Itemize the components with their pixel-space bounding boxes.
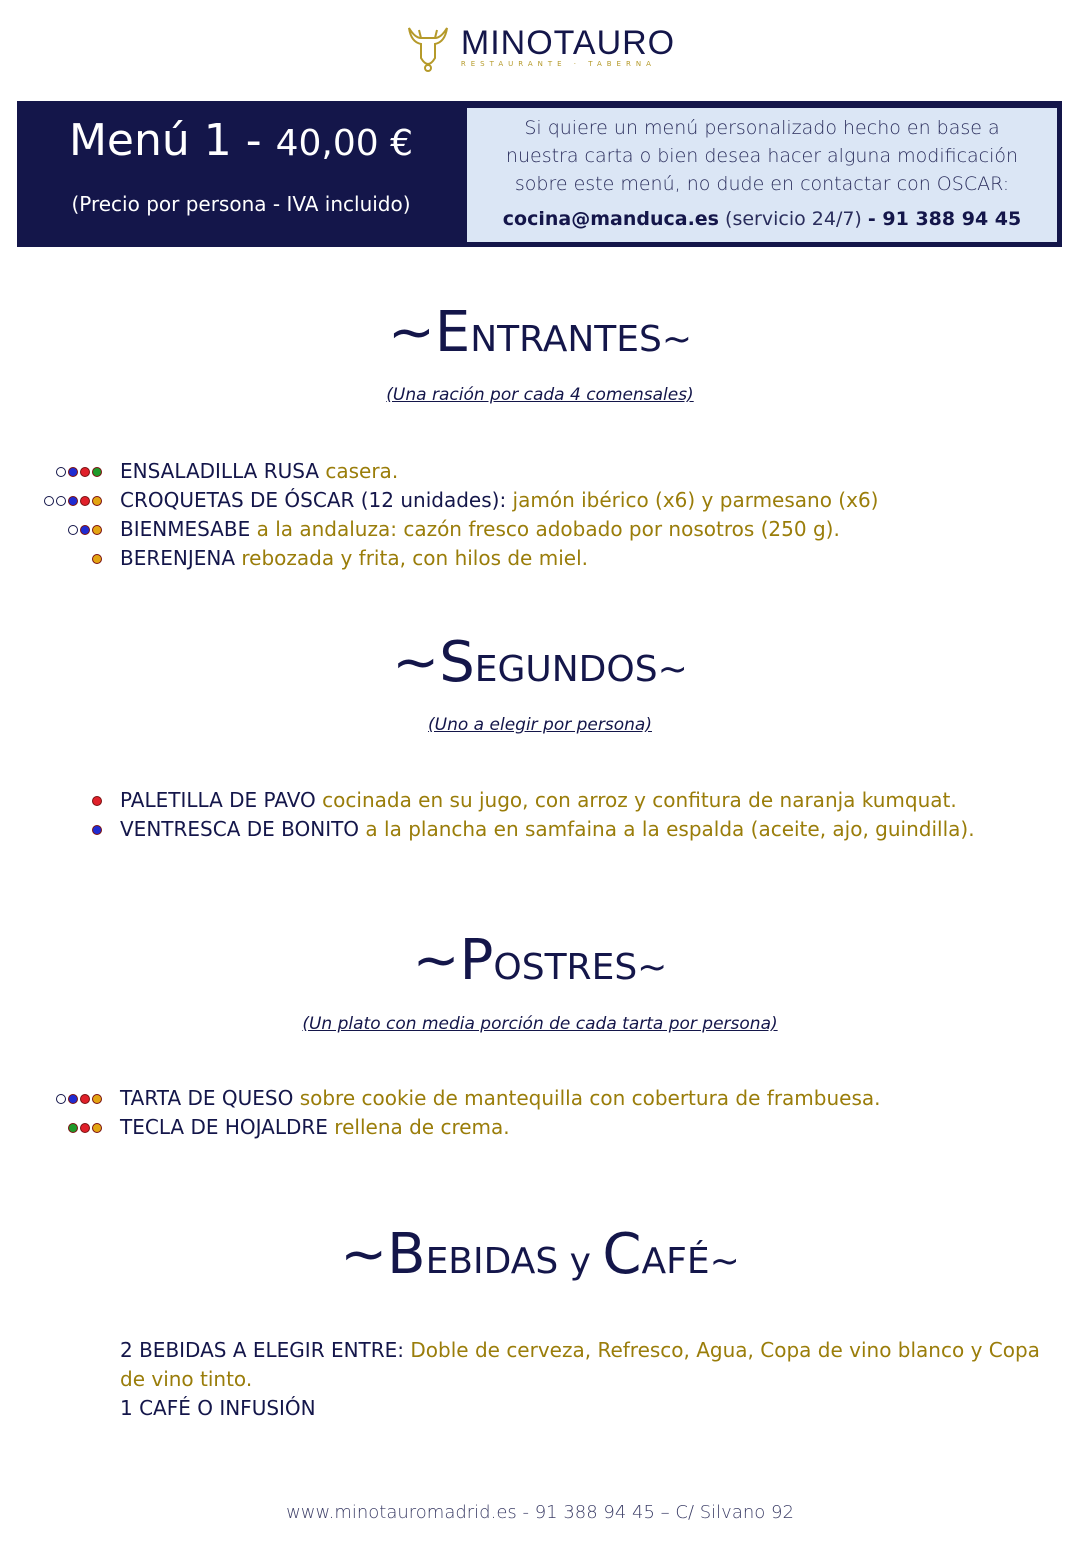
drinks-label: 2 BEBIDAS A ELEGIR ENTRE: — [120, 1338, 405, 1362]
menu-price: 40,00 € — [275, 123, 414, 164]
allergen-dot — [56, 1094, 66, 1104]
menu-item-desc: jamón ibérico (x6) y parmesano (x6) — [506, 488, 879, 512]
allergen-dot — [80, 467, 90, 477]
title-cap: ~B — [340, 1222, 426, 1287]
menu-item-name: BERENJENA — [120, 546, 236, 570]
title-rest: NTRANTES~ — [470, 319, 693, 360]
title-cap: ~P — [412, 928, 494, 993]
allergen-dot — [68, 467, 78, 477]
menu-item — [120, 486, 878, 515]
allergen-dot — [80, 1123, 90, 1133]
allergen-dot — [68, 525, 78, 535]
drinks-list: Doble de cerveza, Refresco, Agua, Copa de vino blanco y Copa de vino tinto. — [120, 1338, 1040, 1391]
menu-item-desc: sobre cookie de mantequilla con cobertura de frambuesa. — [293, 1086, 881, 1110]
menu-item — [120, 786, 957, 815]
menu-price-panel — [17, 101, 465, 247]
allergen-dot — [56, 496, 66, 506]
section-subtitle-entrantes: (Una ración por cada 4 comensales) — [386, 385, 694, 405]
allergen-dot — [92, 825, 102, 835]
menu-name: Menú 1 - — [68, 115, 262, 166]
section-title-postres — [0, 928, 1080, 993]
section-subtitle-postres: (Un plato con media porción de cada tarta por persona) — [302, 1014, 778, 1034]
allergen-dot — [80, 1094, 90, 1104]
allergen-dots — [92, 786, 102, 815]
price-note: (Precio por persona - IVA incluido) — [71, 192, 411, 216]
menu-item-desc: rellena de crema. — [327, 1115, 510, 1139]
note-line: nuestra carta o bien desea hacer alguna modificación — [505, 145, 1019, 167]
allergen-dots — [92, 544, 102, 573]
allergen-dot — [80, 496, 90, 506]
menu-item-desc: a la plancha en samfaina a la espalda (aceite, ajo, guindilla). — [359, 817, 975, 841]
title-cap: ~E — [387, 300, 471, 365]
drinks-block — [120, 1336, 1055, 1423]
allergen-dots — [56, 1084, 102, 1113]
title-rest: EBIDAS — [425, 1241, 559, 1282]
contact-line — [467, 204, 1057, 234]
section-title-entrantes — [0, 300, 1080, 365]
menu-item-name: PALETILLA DE PAVO — [120, 788, 316, 812]
menu-item-name: VENTRESCA DE BONITO — [120, 817, 360, 841]
allergen-dot — [68, 496, 78, 506]
menu-item-name: CROQUETAS DE ÓSCAR (12 unidades): — [120, 488, 507, 512]
allergen-dot — [68, 1123, 78, 1133]
menu-item — [120, 457, 398, 486]
menu-item-desc: a la andaluza: cazón fresco adobado por nosotros (250 g). — [250, 517, 840, 541]
allergen-dot — [92, 1123, 102, 1133]
section-title-segundos — [0, 630, 1080, 695]
title-rest: OSTRES~ — [493, 947, 668, 988]
allergen-dot — [68, 1094, 78, 1104]
logo-name: MINOTAURO — [460, 24, 676, 62]
menu-item-desc: rebozada y frita, con hilos de miel. — [235, 546, 588, 570]
menu-item-name: TARTA DE QUESO — [120, 1086, 294, 1110]
menu-item — [120, 815, 975, 844]
menu-item-desc: cocinada en su jugo, con arroz y confitura de naranja kumquat. — [315, 788, 957, 812]
contact-phone[interactable]: - 91 388 94 45 — [867, 208, 1022, 230]
allergen-dots — [92, 815, 102, 844]
allergen-dot — [80, 525, 90, 535]
coffee-line: 1 CAFÉ O INFUSIÓN — [120, 1396, 316, 1420]
note-line: sobre este menú, no dude en contactar con OSCAR: — [514, 173, 1010, 195]
allergen-dot — [92, 796, 102, 806]
menu-item-desc: casera. — [319, 459, 399, 483]
allergen-dots — [68, 515, 102, 544]
footer: www.minotauromadrid.es - 91 388 94 45 – C/ Silvano 92 — [286, 1502, 794, 1523]
allergen-dot — [44, 496, 54, 506]
allergen-dot — [56, 467, 66, 477]
allergen-dots — [56, 457, 102, 486]
title-rest: AFÉ~ — [641, 1241, 740, 1282]
drinks-choice — [120, 1336, 1055, 1394]
title-rest: EGUNDOS~ — [474, 649, 688, 690]
allergen-dots — [44, 486, 102, 515]
allergen-dot — [92, 554, 102, 564]
allergen-dot — [92, 525, 102, 535]
title-cap: C — [602, 1222, 642, 1287]
menu-title — [17, 111, 465, 174]
service-hours: (servicio 24/7) — [719, 208, 868, 230]
bull-head-icon — [405, 24, 451, 74]
title-conjunction: y — [558, 1241, 603, 1282]
section-subtitle-segundos: (Uno a elegir por persona) — [428, 715, 652, 735]
menu-item — [120, 1113, 510, 1142]
title-cap: ~S — [392, 630, 475, 695]
allergen-dot — [92, 496, 102, 506]
menu-header — [17, 101, 1062, 247]
contact-panel — [467, 108, 1057, 242]
custom-menu-note — [467, 114, 1057, 198]
allergen-dot — [92, 467, 102, 477]
menu-item — [120, 544, 588, 573]
section-title-bebidas — [0, 1222, 1080, 1287]
logo — [0, 24, 1080, 78]
menu-item — [120, 1084, 880, 1113]
allergen-dot — [92, 1094, 102, 1104]
allergen-dots — [68, 1113, 102, 1142]
note-line: Si quiere un menú personalizado hecho en base a — [524, 117, 1000, 139]
contact-email[interactable]: cocina@manduca.es — [502, 208, 719, 230]
menu-item-name: BIENMESABE — [120, 517, 251, 541]
logo-tagline: RESTAURANTE · TABERNA — [460, 60, 656, 68]
menu-item-name: TECLA DE HOJALDRE — [120, 1115, 328, 1139]
menu-item — [120, 515, 840, 544]
menu-item-name: ENSALADILLA RUSA — [120, 459, 319, 483]
